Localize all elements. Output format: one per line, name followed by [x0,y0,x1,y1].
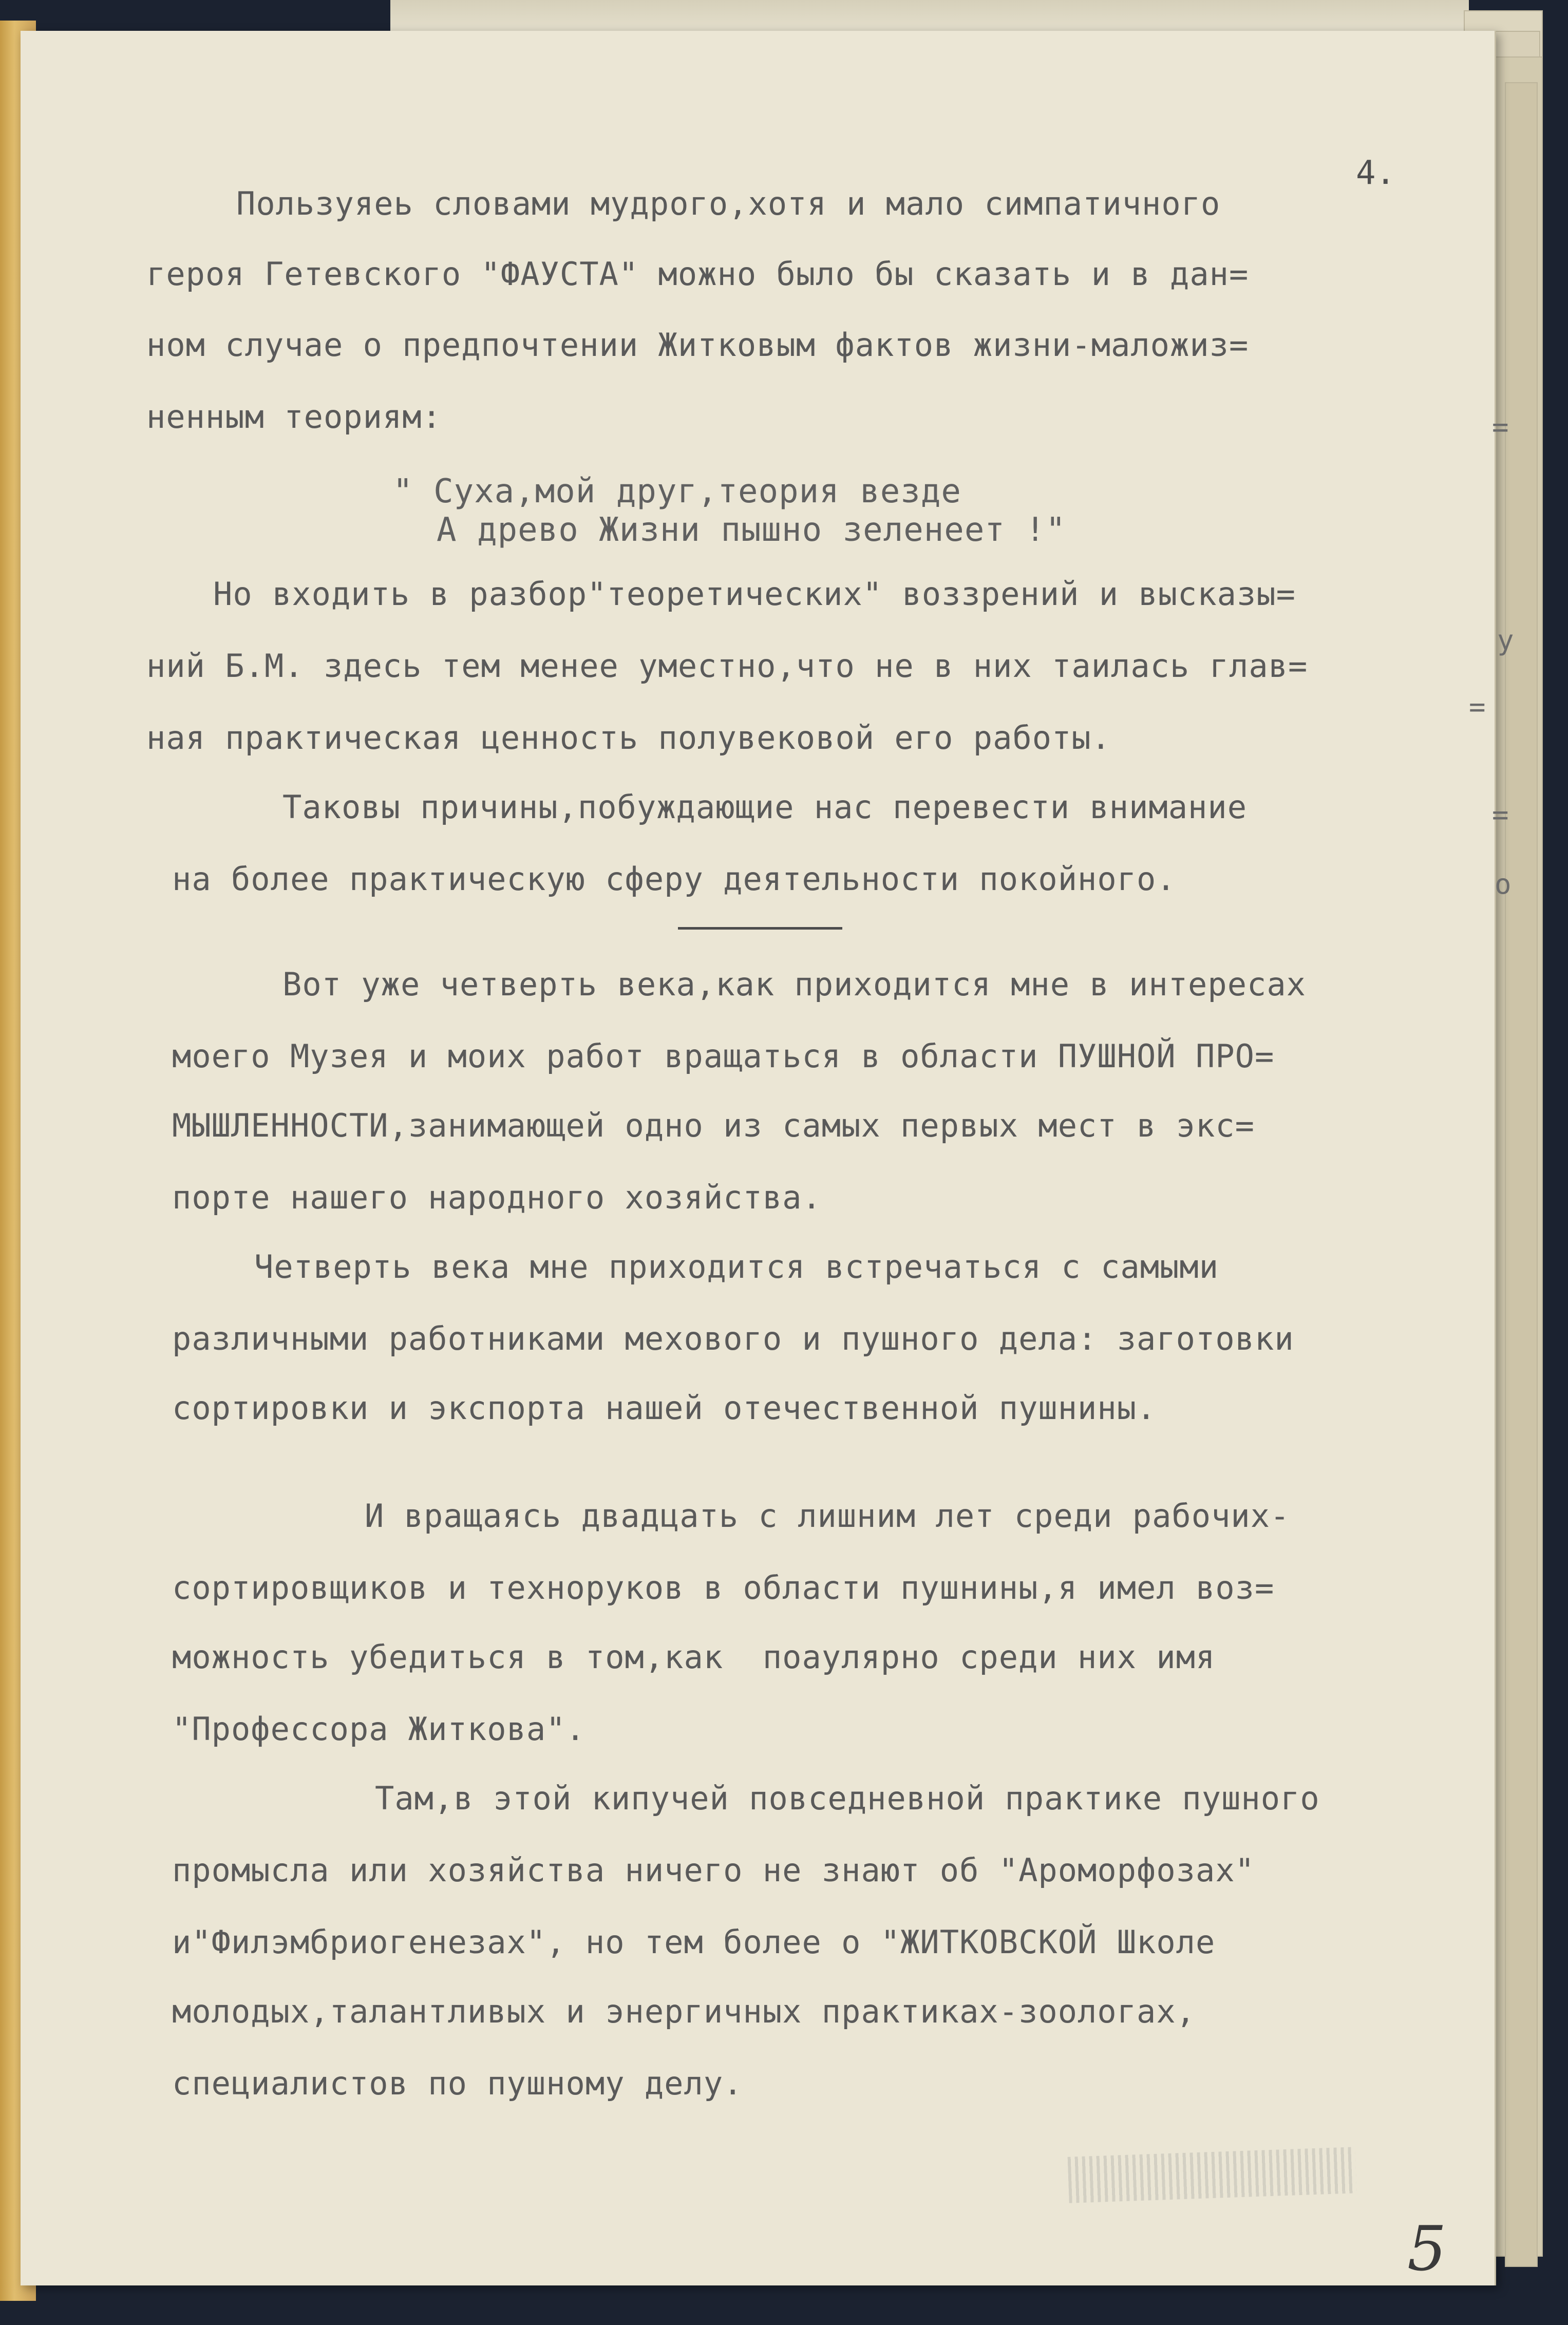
text-line: можность убедиться в том,как поаулярно среди них имя [172,1638,1216,1676]
back-sheet [1505,82,1538,2267]
faded-stamp [1068,2147,1357,2203]
text-line: на более практическую сферу деятельности покойного. [172,860,1176,898]
text-line: ная практическая ценность полувековой его работы. [146,719,1111,757]
text-line: специалистов по пушному делу. [172,2065,743,2102]
text-line: Таковы причины,побуждающие нас перевести внимание [282,788,1248,826]
typewritten-page [21,31,1496,2285]
text-line: сортировщиков и технoруков в области пушнины,я имел воз= [172,1569,1275,1606]
text-line: промысла или хозяйства ничего не знают об "Ароморфозах" [172,1851,1255,1889]
text-line: Четверть века мне приходится встречаться с самыми [254,1248,1219,1286]
text-line: порте нашего народного хозяйства. [172,1179,822,1216]
text-line: моего Музея и моих работ вращаться в области ПУШНОЙ ПРО= [172,1037,1275,1075]
text-line: сортировки и экспорта нашей отечественной пушнины. [172,1389,1157,1427]
text-line: Вот уже четверть века,как приходится мне в интересах [282,966,1307,1003]
text-line: и"Филэмбриогенезах", но тем более о "ЖИТКОВСКОЙ Школе [172,1923,1216,1961]
page-number: 4. [1356,154,1396,192]
text-line: различными работниками мехового и пушного дела: заготовки [172,1320,1294,1357]
text-line: ний Б.М. здесь тем менее уместно,что не в них таилась глав= [146,647,1308,685]
edge-mark: у [1497,624,1514,656]
text-line: "Профессора Житкова". [172,1710,585,1748]
text-line: ненным теориям: [146,398,442,436]
edge-mark: = [1492,411,1509,443]
text-line: И вращаясь двадцать с лишним лет среди рабочих- [365,1497,1290,1535]
quote-line: " Суха,мой друг,теория везде [393,472,961,511]
text-line: Там,в этой кипучей повседневной практике пушного [375,1780,1320,1817]
text-line: героя Гетевского "ФАУСТА" можно было бы сказать и в дан= [146,255,1249,293]
edge-mark: = [1469,691,1486,723]
text-line: МЫШЛЕННОСТИ,занимающей одно из самых первых мест в экс= [172,1107,1255,1144]
quote-line: А древо Жизни пышно зеленеет !" [437,511,1066,549]
handwritten-folio-number: 5 [1407,2214,1447,2285]
text-line: молодых,талантливых и энергичных практиках-зоологах, [172,1993,1196,2030]
text-line: Но входить в разбор"теоретических" воззрений и высказы= [213,575,1296,613]
edge-mark: = [1492,799,1509,831]
text-line: ном случае о предпочтении Житковым фактов жизни-маложиз= [146,326,1249,364]
text-line: Пользуяеь словами мудрого,хотя и мало симпатичного [236,185,1221,222]
section-divider [678,927,842,930]
edge-mark: о [1495,868,1512,900]
